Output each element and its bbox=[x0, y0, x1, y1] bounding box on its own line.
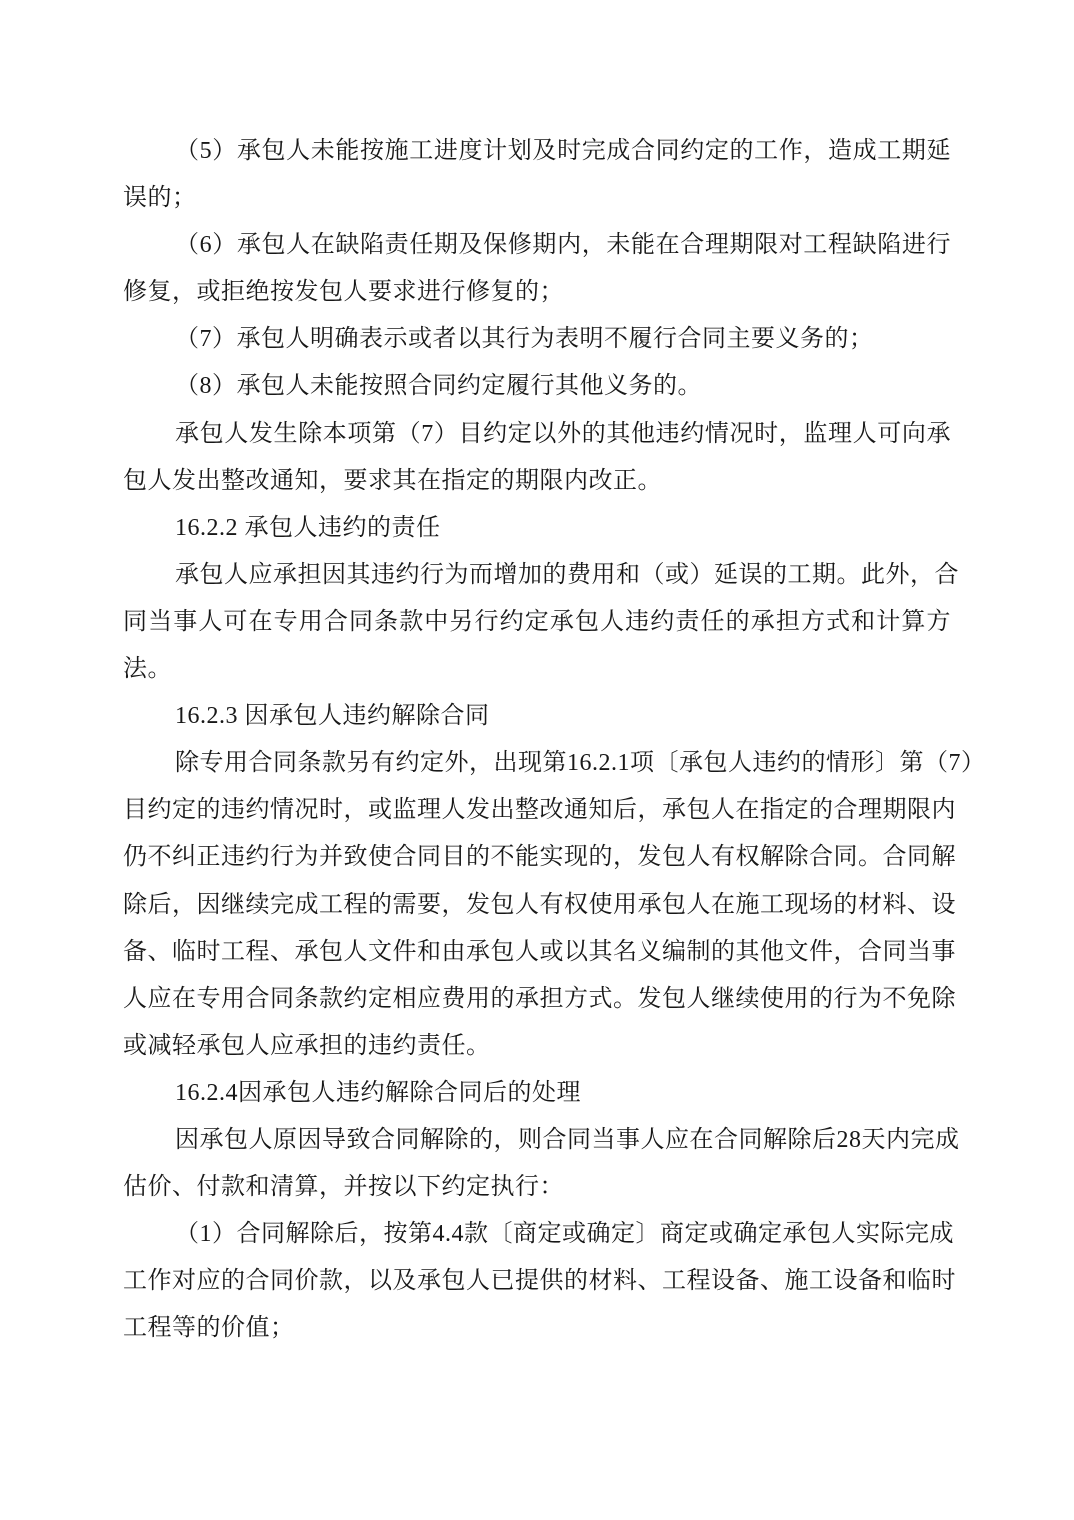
text-line: 除专用合同条款另有约定外，出现第16.2.1项〔承包人违约的情形〕第（7） bbox=[175, 750, 986, 777]
text-line: （6）承包人在缺陷责任期及保修期内，未能在合理期限对工程缺陷进行 bbox=[175, 232, 951, 259]
text-line: 承包人发生除本项第（7）目约定以外的其他违约情况时，监理人可向承 bbox=[175, 420, 951, 447]
paragraph-16-2-2-body bbox=[123, 552, 959, 693]
clause-item-1 bbox=[123, 1211, 956, 1352]
text-line: （7）承包人明确表示或者以其行为表明不履行合同主要义务的； bbox=[175, 326, 874, 353]
clause-item-7 bbox=[123, 316, 951, 363]
text-line: 人应在专用合同条款约定相应费用的承担方式。发包人继续使用的行为不免除 bbox=[123, 985, 956, 1012]
text-line: 16.2.4因承包人违约解除合同后的处理 bbox=[175, 1079, 581, 1106]
text-line: 修复，或拒绝按发包人要求进行修复的； bbox=[123, 279, 564, 306]
heading-16-2-3 bbox=[123, 693, 951, 740]
text-line: （5）承包人未能按施工进度计划及时完成合同约定的工作，造成工期延 bbox=[175, 138, 951, 164]
clause-item-6 bbox=[123, 222, 951, 316]
text-line: （8）承包人未能按照合同约定履行其他义务的。 bbox=[175, 373, 702, 400]
text-line: 除后，因继续完成工程的需要，发包人有权使用承包人在施工现场的材料、设 bbox=[123, 891, 956, 918]
text-line: 目约定的违约情况时，或监理人发出整改通知后，承包人在指定的合理期限内 bbox=[123, 797, 956, 824]
paragraph-rectification-notice bbox=[123, 411, 951, 505]
text-line: 工作对应的合同价款，以及承包人已提供的材料、工程设备、施工设备和临时 bbox=[123, 1268, 956, 1295]
text-line: 或减轻承包人应承担的违约责任。 bbox=[123, 1032, 491, 1059]
text-line: 误的； bbox=[123, 185, 197, 212]
text-line: 同当事人可在专用合同条款中另行约定承包人违约责任的承担方式和计算方 bbox=[123, 608, 951, 635]
heading-16-2-4 bbox=[123, 1070, 951, 1117]
text-line: 备、临时工程、承包人文件和由承包人或以其名义编制的其他文件，合同当事 bbox=[123, 938, 956, 965]
text-line: 估价、付款和清算，并按以下约定执行： bbox=[123, 1174, 564, 1201]
text-line: 16.2.3 因承包人违约解除合同 bbox=[175, 703, 490, 730]
paragraph-16-2-3-body bbox=[123, 740, 986, 1070]
text-line: 工程等的价值； bbox=[123, 1315, 295, 1342]
clause-item-5 bbox=[123, 128, 951, 222]
text-line: 法。 bbox=[123, 656, 172, 683]
text-line: 因承包人原因导致合同解除的，则合同当事人应在合同解除后28天内完成 bbox=[175, 1126, 960, 1153]
text-line: 包人发出整改通知，要求其在指定的期限内改正。 bbox=[123, 467, 662, 494]
text-line: （1）合同解除后，按第4.4款〔商定或确定〕商定或确定承包人实际完成 bbox=[175, 1221, 954, 1248]
paragraph-16-2-4-body bbox=[123, 1117, 960, 1211]
document-body bbox=[123, 128, 986, 1352]
clause-item-8 bbox=[123, 363, 951, 410]
text-line: 16.2.2 承包人违约的责任 bbox=[175, 514, 441, 541]
text-line: 仍不纠正违约行为并致使合同目的不能实现的，发包人有权解除合同。合同解 bbox=[123, 844, 956, 871]
text-line: 承包人应承担因其违约行为而增加的费用和（或）延误的工期。此外，合 bbox=[175, 561, 959, 588]
heading-16-2-2 bbox=[123, 505, 951, 552]
